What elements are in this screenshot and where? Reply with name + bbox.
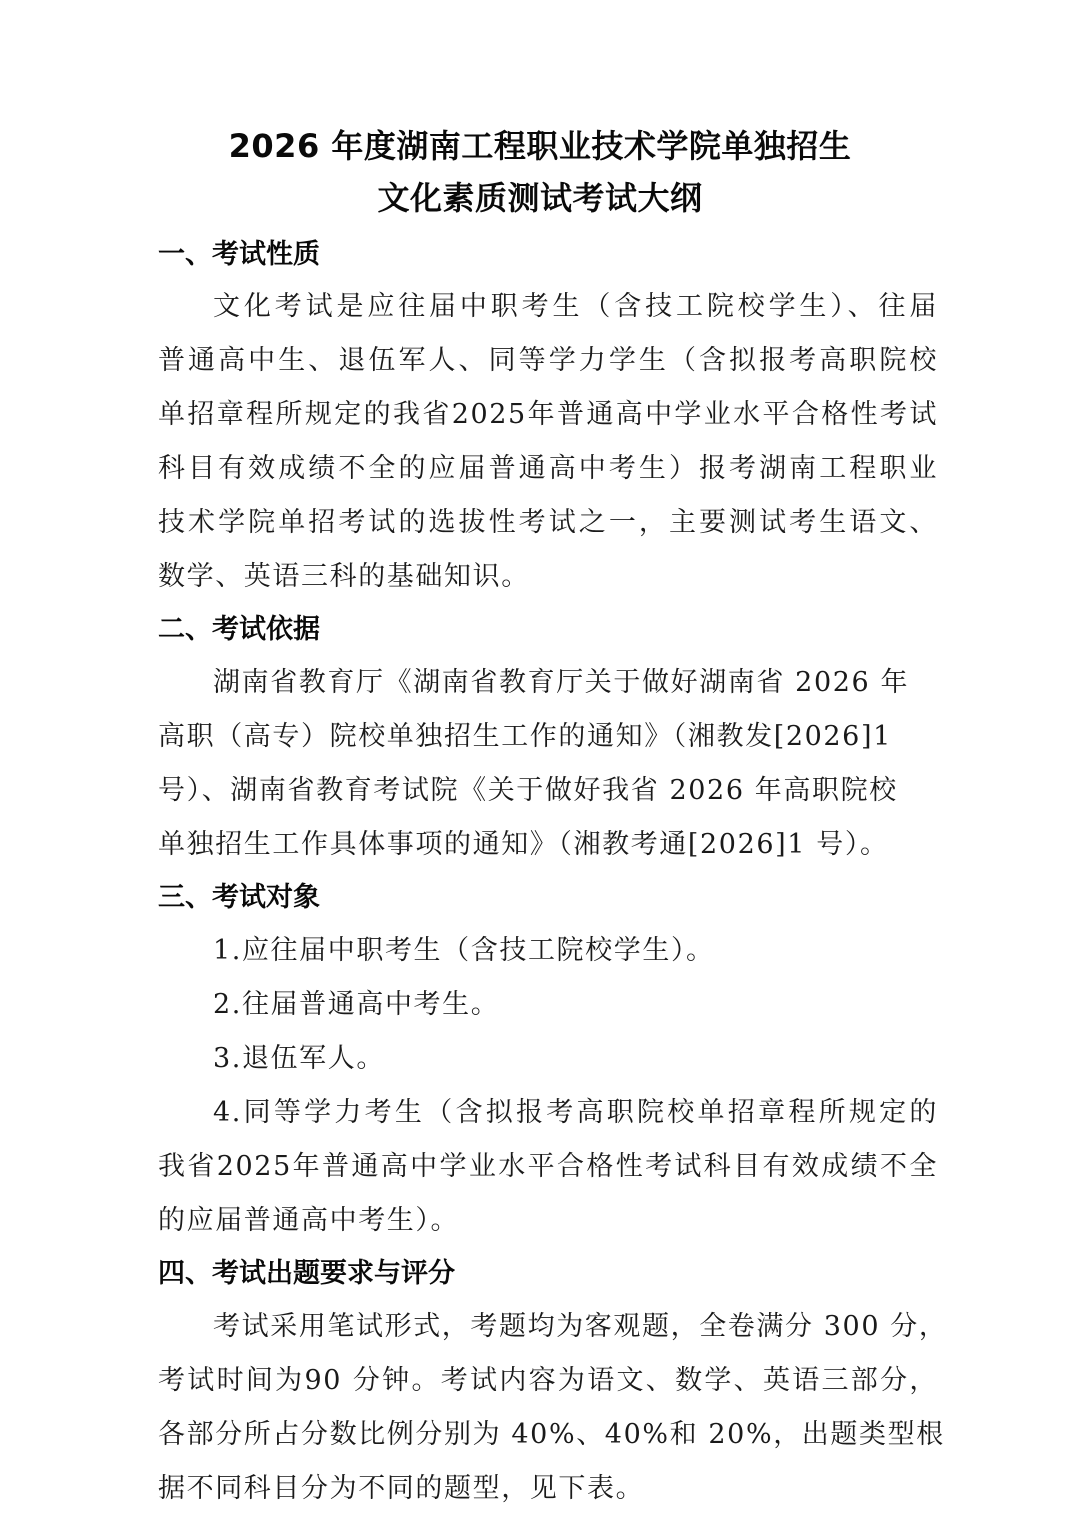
section-2-line: 单独招生工作具体事项的通知》（湘教考通[2026]1 号）。 (158, 829, 889, 860)
document-title-line-1: 2026 年度湖南工程职业技术学院单独招生 (228, 127, 852, 165)
section-2-heading: 二、考试依据 (158, 614, 320, 645)
section-2-line: 湖南省教育厅《湖南省教育厅关于做好湖南省 2026 年 (213, 667, 910, 698)
section-2-line: 号）、湖南省教育考试院《关于做好我省 2026 年高职院校 (158, 775, 898, 806)
section-4-line: 各部分所占分数比例分别为 40%、40%和 20%，出题类型根 (158, 1419, 945, 1450)
section-4-line: 据不同科目分为不同的题型，见下表。 (158, 1473, 645, 1504)
section-1-line: 数学、英语三科的基础知识。 (158, 561, 530, 592)
section-2-line: 高职（高专）院校单独招生工作的通知》（湘教发[2026]1 (158, 721, 892, 752)
document-title-line-2: 文化素质测试考试大纲 (377, 179, 703, 217)
section-3-heading: 三、考试对象 (158, 882, 320, 913)
list-item: 4.同等学力考生（含拟报考高职院校单招章程所规定的 (213, 1097, 938, 1128)
list-item-continuation: 我省2025年普通高中学业水平合格性考试科目有效成绩不全 (158, 1151, 938, 1182)
section-4-line: 考试时间为90 分钟。考试内容为语文、数学、英语三部分， (158, 1365, 938, 1396)
list-item-continuation: 的应届普通高中考生）。 (158, 1205, 460, 1236)
section-1-line: 技术学院单招考试的选拔性考试之一，主要测试考生语文、 (158, 507, 938, 538)
section-1-heading: 一、考试性质 (158, 239, 320, 270)
section-1-line: 科目有效成绩不全的应届普通高中考生）报考湖南工程职业 (158, 453, 938, 484)
section-1-line: 文化考试是应往届中职考生（含技工院校学生）、往届 (213, 291, 938, 322)
section-1-line: 普通高中生、退伍军人、同等学力学生（含拟报考高职院校 (158, 345, 938, 376)
section-4-line: 考试采用笔试形式，考题均为客观题，全卷满分 300 分， (213, 1311, 948, 1342)
list-item: 1.应往届中职考生（含技工院校学生）。 (213, 935, 715, 966)
list-item: 2.往届普通高中考生。 (213, 989, 500, 1020)
list-item: 3.退伍军人。 (213, 1043, 385, 1074)
section-4-heading: 四、考试出题要求与评分 (158, 1258, 455, 1289)
section-1-line: 单招章程所规定的我省2025年普通高中学业水平合格性考试 (158, 399, 938, 430)
